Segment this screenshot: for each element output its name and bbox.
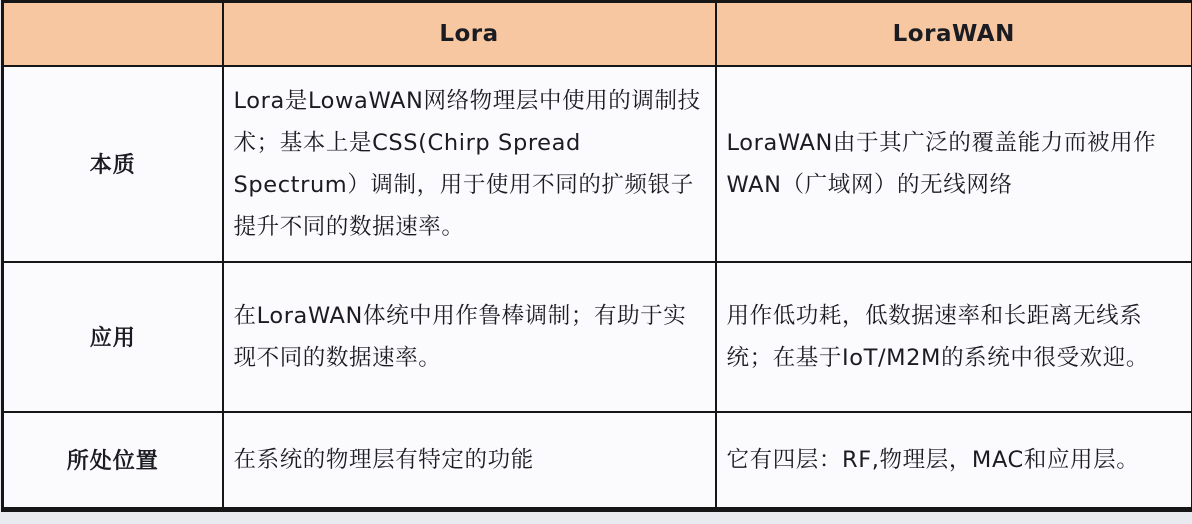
lora-comparison-table — [1, 0, 1192, 512]
header-empty-cell — [3, 2, 223, 66]
table-row-usage — [3, 262, 1192, 412]
table-row-position — [3, 412, 1192, 510]
usage-lorawan-cell: 用作低功耗，低数据速率和长距离无线系统；在基于IoT/M2M的系统中很受欢迎。 — [716, 262, 1192, 412]
position-lorawan-cell: 它有四层：RF,物理层，MAC和应用层。 — [716, 412, 1192, 510]
header-row — [3, 2, 1192, 66]
table-row-essence — [3, 66, 1192, 262]
row-label-usage: 应用 — [3, 262, 223, 412]
essence-lorawan-cell: LoraWAN由于其广泛的覆盖能力而被用作WAN（广域网）的无线网络 — [716, 66, 1192, 262]
position-lora-cell: 在系统的物理层有特定的功能 — [223, 412, 716, 510]
row-label-essence: 本质 — [3, 66, 223, 262]
header-lora: Lora — [223, 2, 716, 66]
row-label-position: 所处位置 — [3, 412, 223, 510]
essence-lora-cell: Lora是LowaWAN网络物理层中使用的调制技术；基本上是CSS(Chirp Spread Spectrum）调制，用于使用不同的扩频银子提升不同的数据速率。 — [223, 66, 716, 262]
usage-lora-cell: 在LoraWAN体统中用作鲁棒调制；有助于实现不同的数据速率。 — [223, 262, 716, 412]
header-lorawan: LoraWAN — [716, 2, 1192, 66]
